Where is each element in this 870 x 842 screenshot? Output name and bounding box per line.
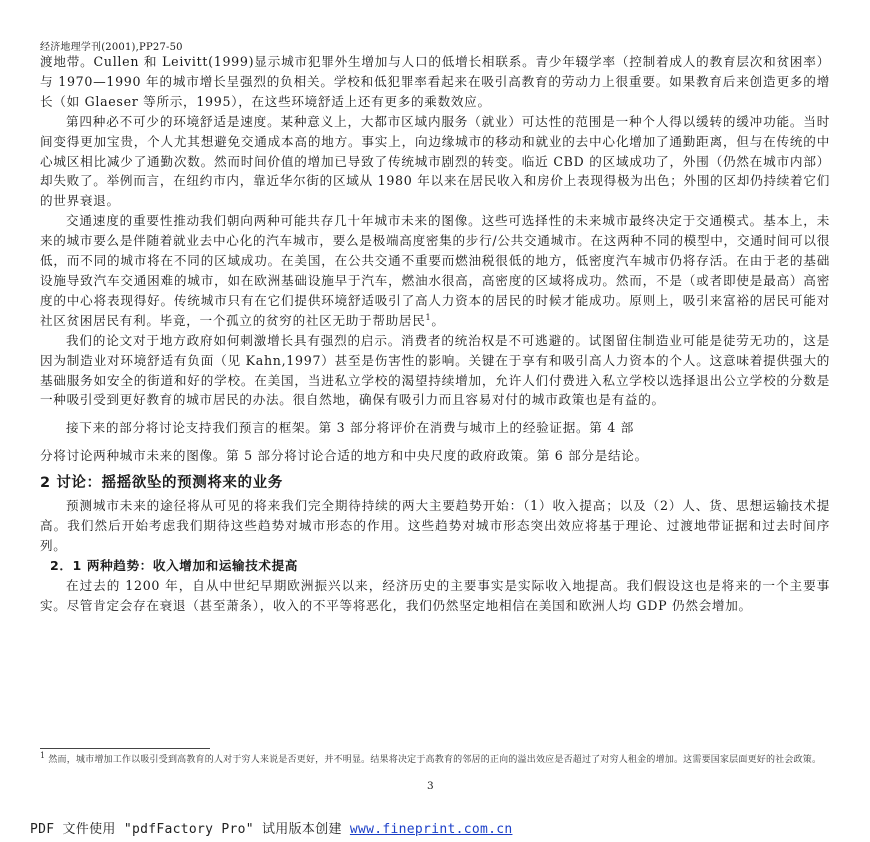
paragraph (40, 211, 830, 330)
footnote (40, 751, 830, 767)
paragraph: 分将讨论两种城市未来的图像。第 5 部分将讨论合适的地方和中央尺度的政府政策。第 6 部分是结论。 (40, 448, 648, 464)
watermark-text: PDF 文件使用 "pdfFactory Pro" 试用版本创建 (30, 822, 350, 837)
paragraph: 第四种必不可少的环境舒适是速度。某种意义上，大都市区域内服务（就业）可达性的范围是一种个人得以缓转的缓冲功能。当时间变得更加宝贵，个人尤其想避免交通成本高的地方。事实上，向边缘城市的移动和就业的去中心化增加了通勤距离，但与在传统的中心城区相比减少了通勤次数。然而时间价值的增加已导致了传统城市剧烈的转变。临近 CBD 的区域成功了，外围（仍然在城市内部）却失败了。举例而言，在纽约市内，靠近华尔街的区域从 1980 年以来在居民收入和房价上表现得极为出色；外围的区却仍持续着它们的世界衰退。 (40, 113, 830, 209)
footnote-text: 然而，城市增加工作以吸引受到高教育的人对于穷人来说是否更好，并不明显。结果将决定于高教育的邻居的正向的溢出效应是否超过了对穷人租金的增加。这需要国家层面更好的社会政策。 (48, 755, 822, 765)
footnote-reference: 1 (425, 312, 432, 322)
watermark-link[interactable]: www.fineprint.com.cn (349, 822, 513, 837)
paragraph-end-punct: 。 (431, 312, 445, 328)
section-2-heading: 2 讨论：摇摇欲坠的预测将来的业务 (40, 475, 283, 492)
page-number: 3 (427, 780, 434, 792)
paragraph: 我们的论文对于地方政府如何刺激增长具有强烈的启示。消费者的统治权是不可逃避的。试图留住制造业可能是徒劳无功的，这是因为制造业对环境舒适有负面（见 Kahn,1997）甚至是伤害性的影响。关键在于享有和吸引高人力资本的个人。这意味着提供强大的基础服务如安全的街道和好的学校。在美国，当进私立学校的渴望持续增加，允许人们付费进入私立学校以选择退出公立学校的分数是一种吸引受到更好教育的城市居民的办法。很自然地，确保有吸引力而且容易对付的城市政策也是有益的。 (40, 332, 830, 408)
running-header: 经济地理学刊(2001),PP27-50 (40, 42, 183, 53)
body-text (40, 52, 830, 616)
paragraph: 渡地带。Cullen 和 Leivitt(1999)显示城市犯罪外生增加与人口的低增长相联系。青少年辍学率（控制着成人的教育层次和贫困率）与 1970—1990 年的城市增长呈强烈的负相关。学校和低犯罪率看起来在吸引高教育的劳动力上很重要。如果教育后来创造更多的增长（如 Glaeser 等所示，1995），在这些环境舒适上还有更多的乘数效应。 (40, 54, 830, 109)
pdf-watermark (30, 818, 512, 837)
paragraph: 预测城市未来的途径将从可见的将来我们完全期待持续的两大主要趋势开始：（1）收入提高；以及（2）人、货、思想运输技术提高。我们然后开始考虑我们期待这些趋势对城市形态的作用。这些趋势对城市形态突出效应将基于理论、过渡地带证据和过去时间序列。 (40, 498, 830, 553)
footnote-divider (40, 748, 210, 749)
footnote-marker: 1 (40, 751, 46, 760)
section-2-1-heading: 2．1 两种趋势：收入增加和运输技术提高 (50, 557, 299, 573)
paragraph: 在过去的 1200 年，自从中世纪早期欧洲振兴以来，经济历史的主要事实是实际收入地提高。我们假设这也是将来的一个主要事实。尽管肯定会存在衰退（甚至萧条），收入的不平等将恶化，我们仍然坚定地相信在美国和欧洲人均 GDP 仍然会增加。 (40, 577, 830, 613)
paragraph: 接下来的部分将讨论支持我们预言的框架。第 3 部分将评价在消费与城市上的经验证据。第 4 部 (66, 420, 634, 436)
paragraph-text: 交通速度的重要性推动我们朝向两种可能共存几十年城市未来的图像。这些可选择性的未来城市最终决定于交通模式。基本上，未来的城市要么是伴随着就业去中心化的汽车城市，要么是极端高度密集的步行/公共交通城市。在这两种不同的模型中，交通时间可以很低，而不同的城市将在不同的区域成功。在美国，在公共交通不重要而燃油税很低的地方，低密度汽车城市仍将存活。在由于老的基础设施导致汽车交通困难的城市，如在欧洲基础设施早于汽车，燃油水很高，高密度的区域将成功。然而，不是（或者即使是最高）高密度的中心将表现得好。传统城市只有在它们提供环境舒适吸引了高人力资本的居民的时候才能成功。原则上，吸引来富裕的居民可能对社区贫困居民有利。毕竟，一个孤立的贫穷的社区无助于帮助居民 (40, 213, 830, 328)
